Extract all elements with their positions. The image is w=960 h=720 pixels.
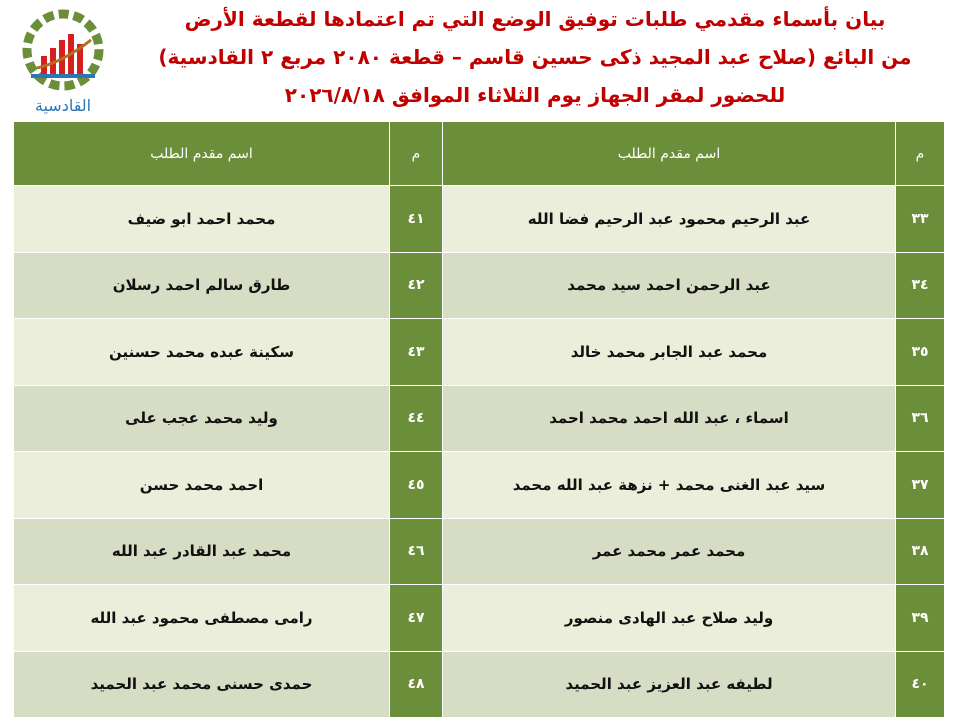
applicant-name: سيد عبد الغنى محمد + نزهة عبد الله محمد	[443, 452, 896, 519]
title-line-3: للحضور لمقر الجهاز يوم الثلاثاء الموافق ٢٠٢٦/٨/١٨	[284, 83, 786, 107]
title-line-1: بيان بأسماء مقدمي طلبات توفيق الوضع التي تم اعتمادها لقطعة الأرض	[184, 7, 886, 31]
applicant-name: محمد عبد الجابر محمد خالد	[443, 319, 896, 386]
city-logo	[8, 4, 118, 118]
header-num-2: م	[390, 122, 443, 186]
applicant-name: وليد محمد عجب على	[14, 385, 390, 452]
row-number: ٤٨	[390, 651, 443, 718]
applicant-name: محمد عبد القادر عبد الله	[14, 518, 390, 585]
table-row	[14, 585, 945, 652]
page-title	[120, 0, 950, 118]
table-row	[14, 452, 945, 519]
row-number: ٤١	[390, 186, 443, 253]
logo-caption: القادسية	[34, 96, 92, 115]
row-number: ٤٦	[390, 518, 443, 585]
applicant-name: اسماء ، عبد الله احمد محمد احمد	[443, 385, 896, 452]
applicant-name: محمد احمد ابو ضيف	[14, 186, 390, 253]
applicant-name: وليد صلاح عبد الهادى منصور	[443, 585, 896, 652]
applicant-name: حمدى حسنى محمد عبد الحميد	[14, 651, 390, 718]
applicants-table	[13, 121, 944, 717]
row-number: ٣٩	[896, 585, 945, 652]
row-number: ٤٠	[896, 651, 945, 718]
table-row	[14, 518, 945, 585]
applicant-name: محمد عمر محمد عمر	[443, 518, 896, 585]
applicant-name: رامى مصطفى محمود عبد الله	[14, 585, 390, 652]
table-row	[14, 186, 945, 253]
applicant-name: عبد الرحمن احمد سيد محمد	[443, 252, 896, 319]
table-row	[14, 319, 945, 386]
row-number: ٣٧	[896, 452, 945, 519]
table-row	[14, 651, 945, 718]
applicant-name: طارق سالم احمد رسلان	[14, 252, 390, 319]
table-row	[14, 385, 945, 452]
row-number: ٣٣	[896, 186, 945, 253]
gear-logo-icon	[13, 4, 113, 96]
applicant-name: لطيفه عبد العزيز عبد الحميد	[443, 651, 896, 718]
row-number: ٤٤	[390, 385, 443, 452]
applicant-name: سكينة عبده محمد حسنين	[14, 319, 390, 386]
row-number: ٣٦	[896, 385, 945, 452]
header-num-1: م	[896, 122, 945, 186]
table-row	[14, 252, 945, 319]
table-header-row	[14, 122, 945, 186]
row-number: ٤٥	[390, 452, 443, 519]
row-number: ٣٤	[896, 252, 945, 319]
applicant-name: احمد محمد حسن	[14, 452, 390, 519]
row-number: ٣٥	[896, 319, 945, 386]
header-name-1: اسم مقدم الطلب	[443, 122, 896, 186]
applicant-name: عبد الرحيم محمود عبد الرحيم فضا الله	[443, 186, 896, 253]
row-number: ٤٧	[390, 585, 443, 652]
title-line-2: من البائع (صلاح عبد المجيد ذكى حسين قاسم – قطعة ٢٠٨٠ مربع ٢ القادسية)	[158, 45, 912, 69]
row-number: ٤٣	[390, 319, 443, 386]
row-number: ٤٢	[390, 252, 443, 319]
header-name-2: اسم مقدم الطلب	[14, 122, 390, 186]
row-number: ٣٨	[896, 518, 945, 585]
